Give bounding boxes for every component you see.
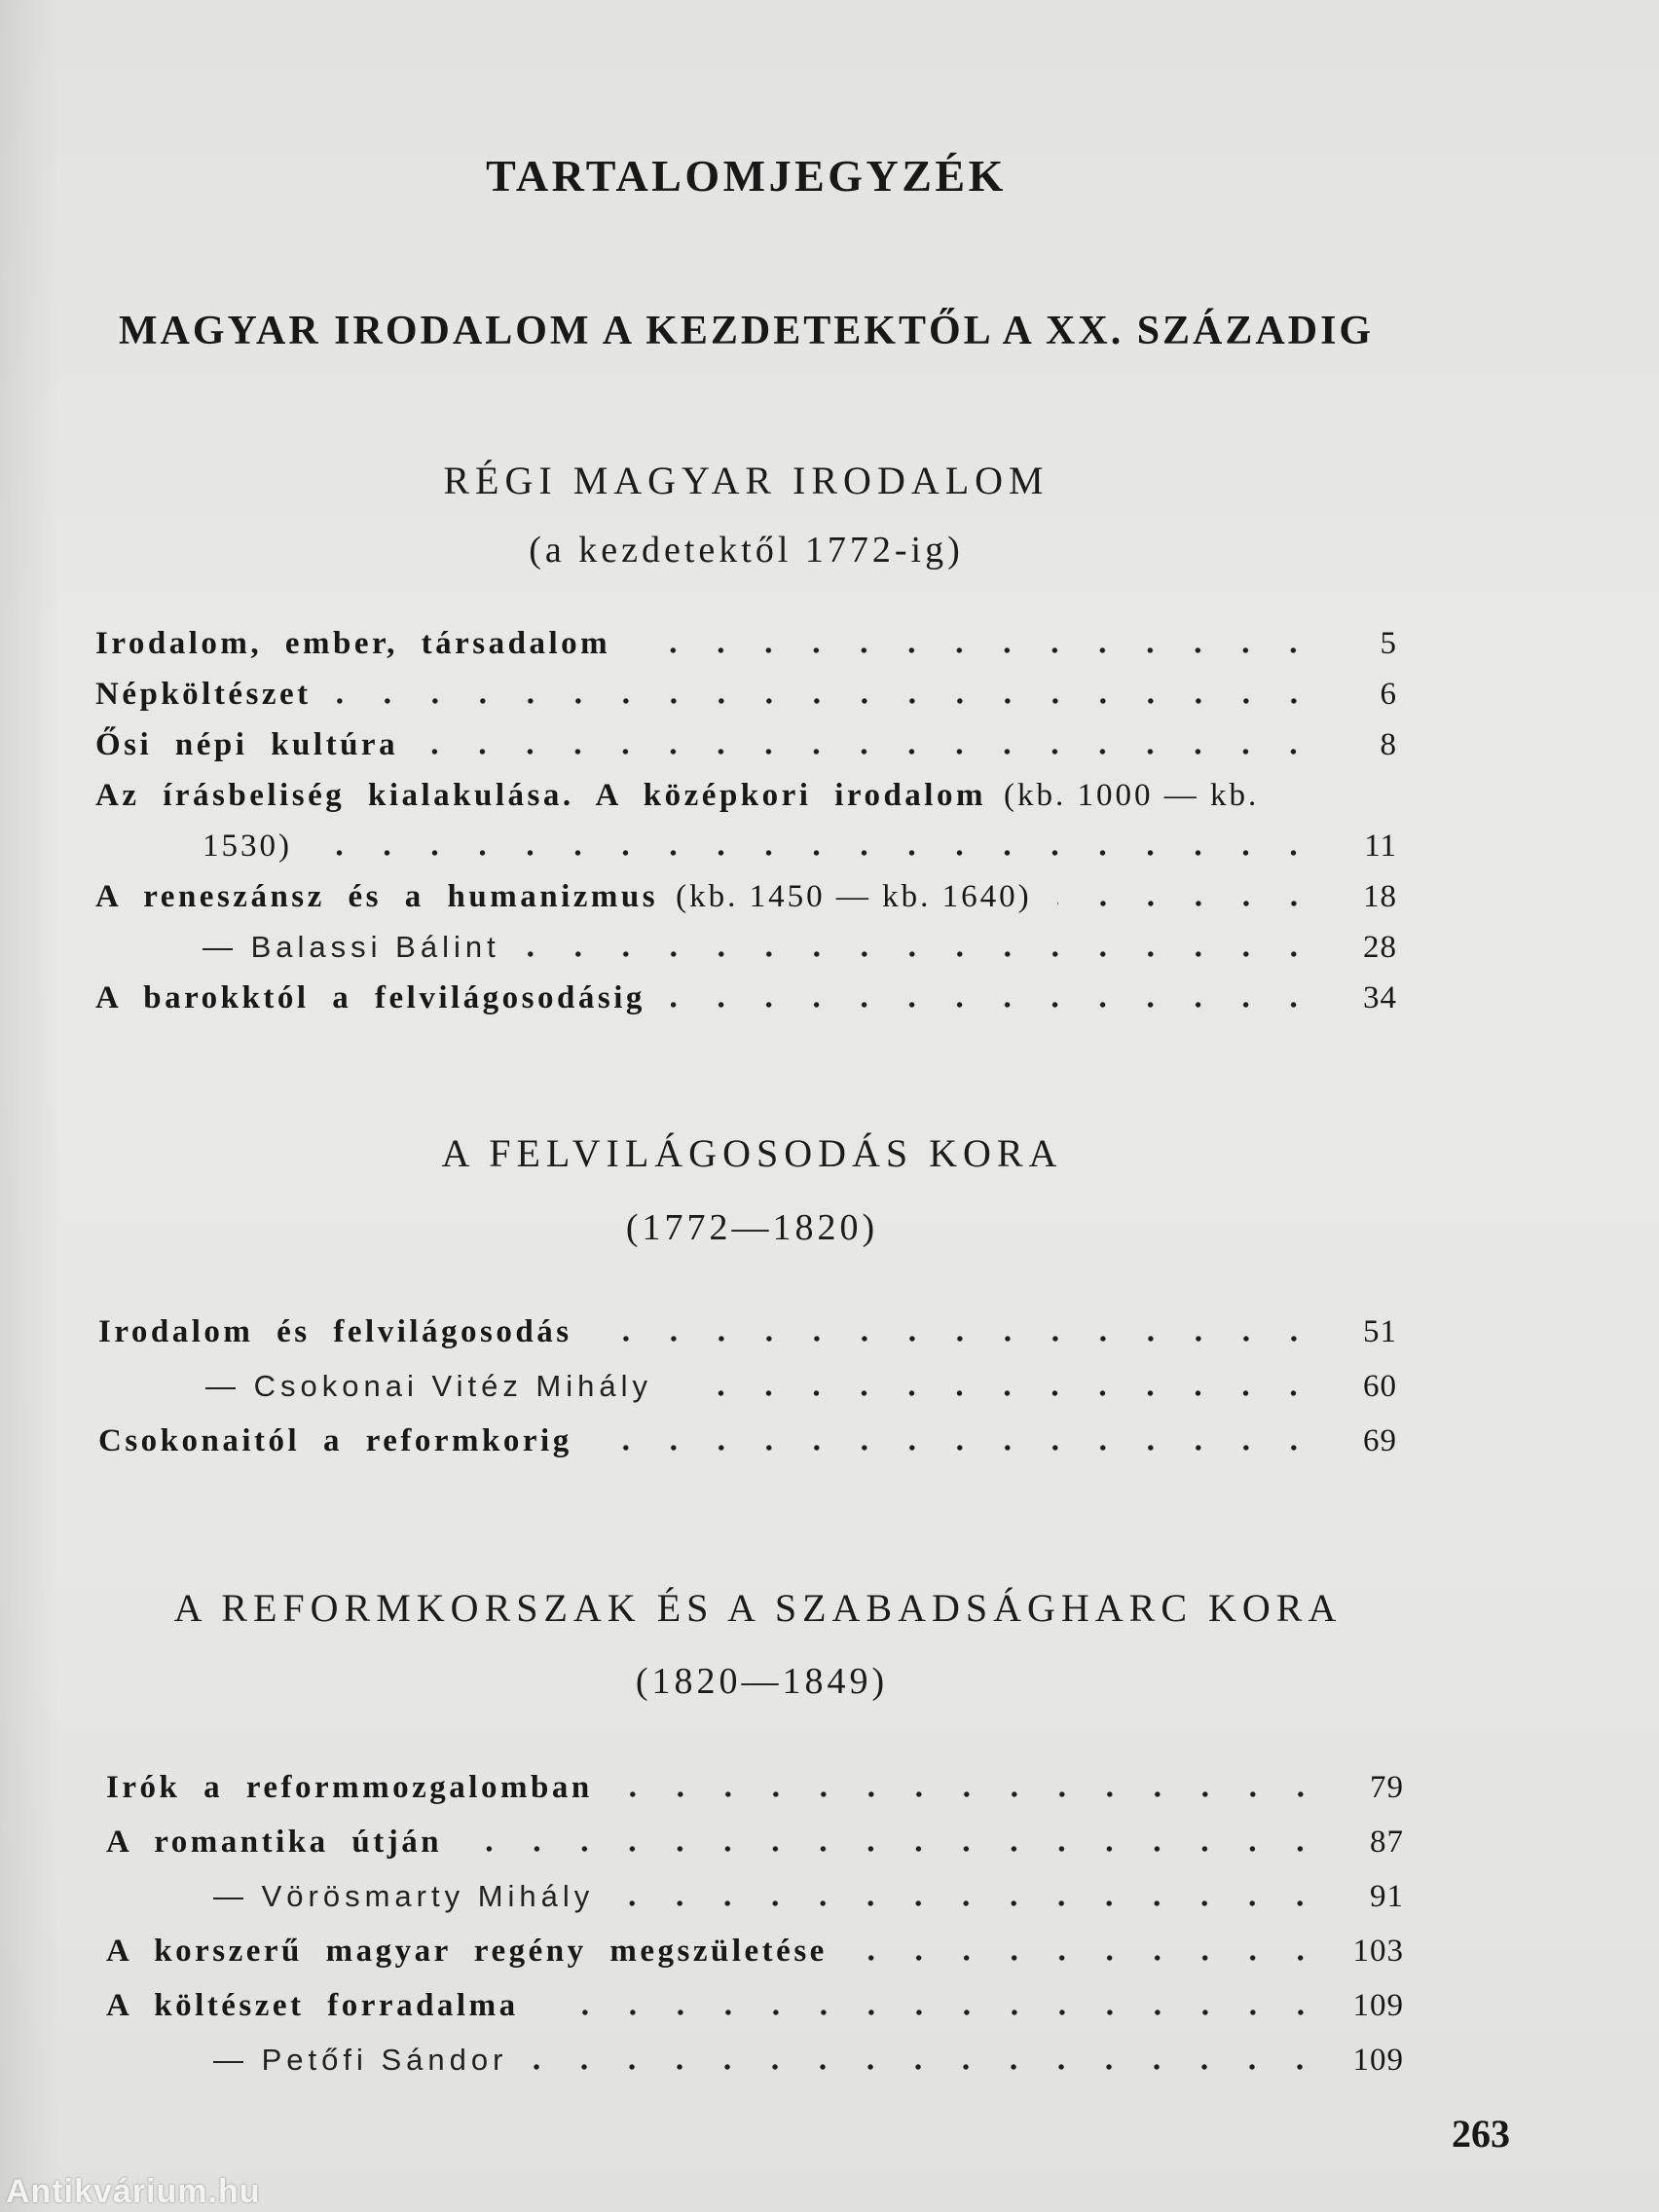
dot-leader [619,1900,1324,1906]
entry-page: 11 [1364,829,1397,864]
entry-title: Irodalom és felvilágosodás [98,1314,572,1349]
entry-title: A reneszánsz és a humanizmus [95,879,659,914]
dot-leader [317,850,1317,856]
entry-page: 109 [1352,2043,1404,2078]
toc-entry [98,1414,1397,1468]
entry-page: 18 [1363,879,1397,914]
toc-entry [106,1978,1404,2033]
toc-title: TARTALOMJEGYZÉK [486,151,1007,201]
dot-leader [618,1791,1324,1797]
entry-page: 69 [1363,1423,1397,1458]
entry-title: A korszerű magyar regény megszületése [106,1934,828,1969]
toc-entry [95,669,1397,719]
entry-page: 5 [1380,626,1397,661]
entry-author: — Csokonai Vitéz Mihály [205,1369,653,1403]
entry-continuation: 1530) [203,829,292,864]
toc-entry-continuation [95,821,1397,871]
toc-author-entry [95,922,1397,973]
entry-page: 6 [1380,677,1397,712]
entry-author: — Petőfi Sándor [213,2043,508,2077]
toc-author-entry [106,1869,1404,1924]
section-heading: RÉGI MAGYAR IRODALOM [443,459,1050,502]
toc-entry [106,1815,1404,1869]
entry-page: 8 [1380,727,1397,762]
entry-author: — Balassi Bálint [203,930,500,964]
entry-title: A barokktól a felvilágosodásig [95,980,645,1015]
dot-leader [678,1390,1317,1396]
entry-page: 60 [1363,1369,1397,1404]
toc-entry [95,871,1397,922]
page-number: 263 [1452,2112,1510,2156]
section-period: (a kezdetektől 1772-ig) [529,530,964,571]
entry-author: — Vörösmarty Mihály [213,1879,595,1913]
entry-title: Ősi népi kultúra [95,727,399,762]
entry-page: 28 [1363,930,1397,965]
entry-title: Az írásbeliség kialakulása. A középkori irodalom [95,778,986,813]
dot-leader [636,647,1317,653]
entry-page: 34 [1363,980,1397,1015]
dot-leader [467,1846,1324,1852]
toc-entry [95,618,1397,669]
toc-list [95,618,1397,1023]
dot-leader [853,1955,1324,1961]
toc-author-entry [106,2033,1404,2087]
entry-date-note: (kb. 1000 — kb. [1003,778,1260,813]
section-period: (1772—1820) [625,1207,879,1248]
entry-page: 51 [1363,1314,1397,1349]
entry-page: 87 [1370,1825,1404,1860]
dot-leader [337,698,1317,704]
entry-title: Irodalom, ember, társadalom [95,626,611,661]
toc-list [98,1305,1397,1468]
entry-page: 91 [1370,1879,1404,1914]
entry-title: Irók a reformmozgalomban [106,1770,593,1805]
section-heading: A FELVILÁGOSODÁS KORA [441,1131,1063,1175]
part-title: MAGYAR IRODALOM A KEZDETEKTŐL A XX. SZÁZADIG [118,309,1375,353]
dot-leader [1057,901,1317,906]
toc-entry [95,770,1397,821]
entry-title: Csokonaitól a reformkorig [98,1423,572,1458]
entry-page: 79 [1370,1770,1404,1805]
watermark: Antikvárium.hu [6,2173,261,2210]
dot-leader [526,951,1317,957]
dot-leader [671,1002,1317,1008]
entry-title: A költészet forradalma [106,1988,519,2023]
toc-list [106,1760,1404,2087]
entry-title: Népköltészet [95,677,312,712]
entry-page: 103 [1352,1934,1404,1969]
dot-leader [424,749,1317,755]
dot-leader [598,1445,1317,1451]
toc-entry [98,1305,1397,1359]
toc-entry [106,1924,1404,1978]
dot-leader [598,1336,1317,1342]
entry-title: A romantika útján [106,1825,443,1860]
entry-date-note: (kb. 1450 — kb. 1640) [676,879,1032,914]
toc-author-entry [98,1359,1397,1414]
section-period: (1820—1849) [635,1661,889,1702]
dot-leader [533,2064,1324,2070]
dot-leader [544,2009,1324,2015]
toc-entry [95,973,1397,1023]
section-heading: A REFORMKORSZAK ÉS A SZABADSÁGHARC KORA [173,1586,1343,1630]
entry-page: 109 [1352,1988,1404,2023]
toc-entry [95,719,1397,770]
toc-entry [106,1760,1404,1815]
